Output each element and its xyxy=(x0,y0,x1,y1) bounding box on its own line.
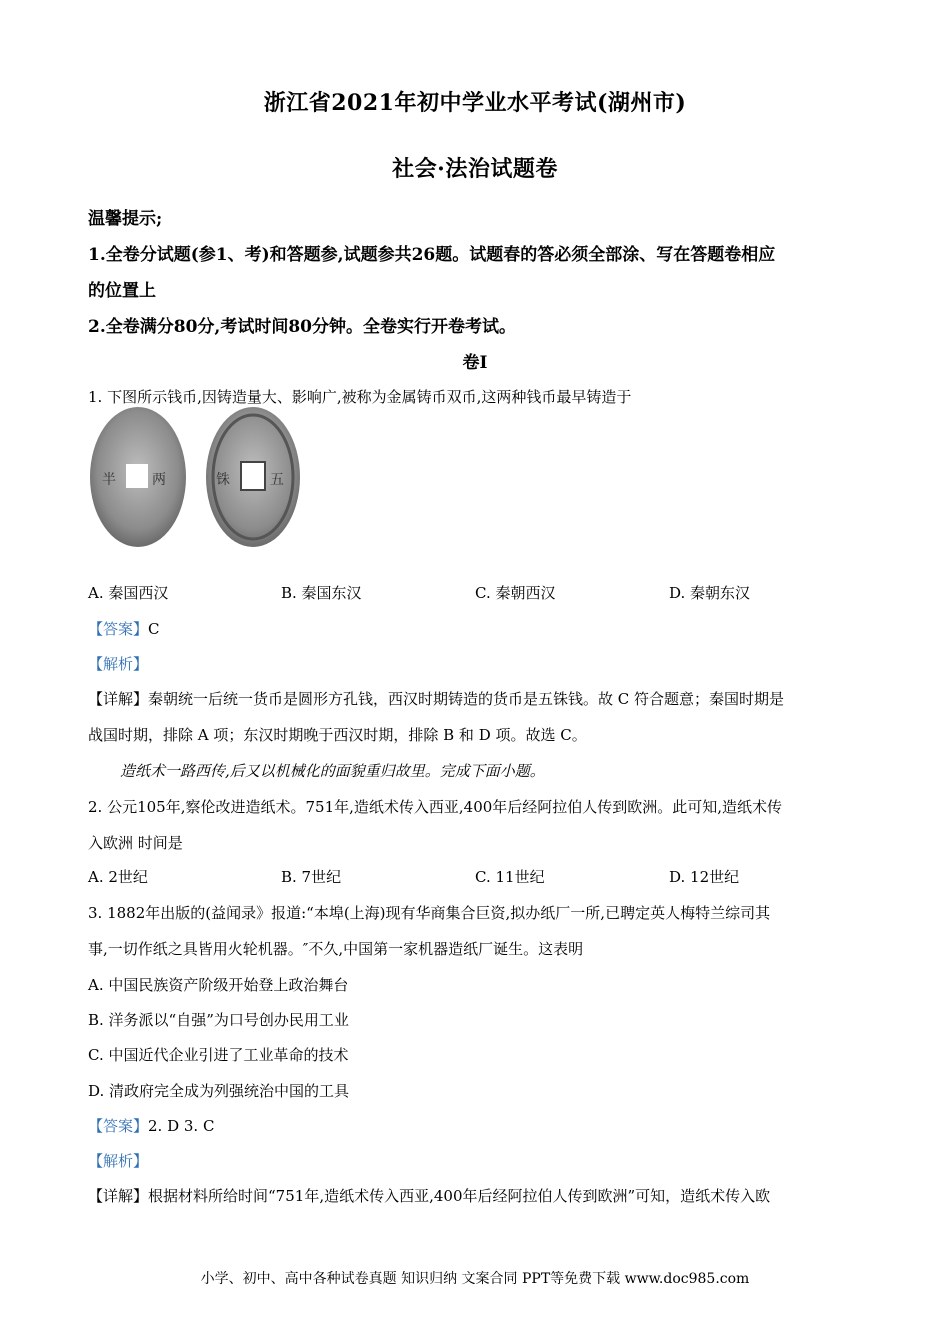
banliang-coin-icon xyxy=(90,407,186,547)
q3-analysis-tag: 【解析】 xyxy=(88,1152,149,1170)
q3-stem-1: 3. 1882年出版的(益闻录》报道:“本埠(上海)现有华商集合巨资,拟办纸厂一所,已聘定英人梅特兰综司其 xyxy=(88,904,771,922)
wuzhu-coin-icon xyxy=(206,407,300,547)
svg-text:五: 五 xyxy=(270,472,284,488)
detail-text: 根据材料所给时间“751年,造纸术传入西亚,400年后经阿拉伯人传到欧洲”可知，造纸术传入欧 xyxy=(148,1187,771,1205)
notes-heading: 温馨提示; xyxy=(88,209,163,229)
answer-tag: 【答案】 xyxy=(88,620,149,638)
note-1a: 1.全卷分试题(参1、考)和答题参,试题参共26题。试题春的答必须全部涂、写在答题卷相应 xyxy=(88,245,776,265)
q1-option-a[interactable]: A. 秦国西汉 xyxy=(88,584,169,602)
q1-option-d[interactable]: D. 秦朝东汉 xyxy=(669,584,751,602)
q3-option-d[interactable]: D. 清政府完全成为列强统治中国的工具 xyxy=(88,1082,350,1100)
svg-text:两: 两 xyxy=(152,472,166,488)
q2-option-a[interactable]: A. 2世纪 xyxy=(88,868,148,886)
q1-detail-1 xyxy=(88,688,868,709)
material-text: 造纸术一路西传,后又以机械化的面貌重归故里。完成下面小题。 xyxy=(120,762,545,780)
coins-image xyxy=(88,402,308,552)
q2-option-b[interactable]: B. 7世纪 xyxy=(281,868,342,886)
q2-stem-2: 入欧洲 时间是 xyxy=(88,834,183,852)
page-footer: 小学、初中、高中各种试卷真题 知识归纳 文案合同 PPT等免费下载 www.doc985.com xyxy=(200,1271,750,1287)
q2-option-c[interactable]: C. 11世纪 xyxy=(475,868,545,886)
q3-answer xyxy=(88,1115,868,1136)
q1-option-b[interactable]: B. 秦国东汉 xyxy=(281,584,362,602)
q3-option-c[interactable]: C. 中国近代企业引进了工业革命的技术 xyxy=(88,1046,349,1064)
detail-tag: 【详解】 xyxy=(88,690,149,708)
q1-detail-2: 战国时期，排除 A 项；东汉时期晚于西汉时期，排除 B 和 D 项。故选 C。 xyxy=(88,726,587,744)
detail-text: 秦朝统一后统一货币是圆形方孔钱，西汉时期铸造的货币是五铢钱。故 C 符合题意；秦国时期是 xyxy=(148,690,785,708)
answer-value: 2. D 3. C xyxy=(148,1117,215,1135)
exam-subtitle: 社会·法治试题卷 xyxy=(392,156,558,182)
svg-text:半: 半 xyxy=(102,472,116,488)
q3-stem-2: 事,一切作纸之具皆用火轮机器。″不久,中国第一家机器造纸厂诞生。这表明 xyxy=(88,940,584,958)
q3-option-b[interactable]: B. 洋务派以“自强”为口号创办民用工业 xyxy=(88,1011,349,1029)
exam-title: 浙江省2021年初中学业水平考试(湖州市) xyxy=(263,90,687,116)
q1-stem: 1. 下图所示钱币,因铸造量大、影响广,被称为金属铸币双币,这两种钱币最早铸造于 xyxy=(88,388,632,406)
note-2: 2.全卷满分80分,考试时间80分钟。全卷实行开卷考试。 xyxy=(88,317,516,337)
note-1b: 的位置上 xyxy=(88,281,156,301)
q2-stem-1: 2. 公元105年,察伦改进造纸术。751年,造纸术传入西亚,400年后经阿拉伯人传到欧洲。此可知,造纸术传 xyxy=(88,798,783,816)
svg-text:铢: 铢 xyxy=(216,472,230,488)
section-title: 卷I xyxy=(462,353,488,373)
answer-tag: 【答案】 xyxy=(88,1117,149,1135)
answer-value: C xyxy=(148,620,160,638)
detail-tag: 【详解】 xyxy=(88,1187,149,1205)
q3-detail-1 xyxy=(88,1185,868,1206)
q3-option-a[interactable]: A. 中国民族资产阶级开始登上政治舞台 xyxy=(88,976,349,994)
q1-option-c[interactable]: C. 秦朝西汉 xyxy=(475,584,556,602)
q2-option-d[interactable]: D. 12世纪 xyxy=(669,868,740,886)
q1-analysis-tag: 【解析】 xyxy=(88,655,149,673)
q1-answer xyxy=(88,618,868,639)
